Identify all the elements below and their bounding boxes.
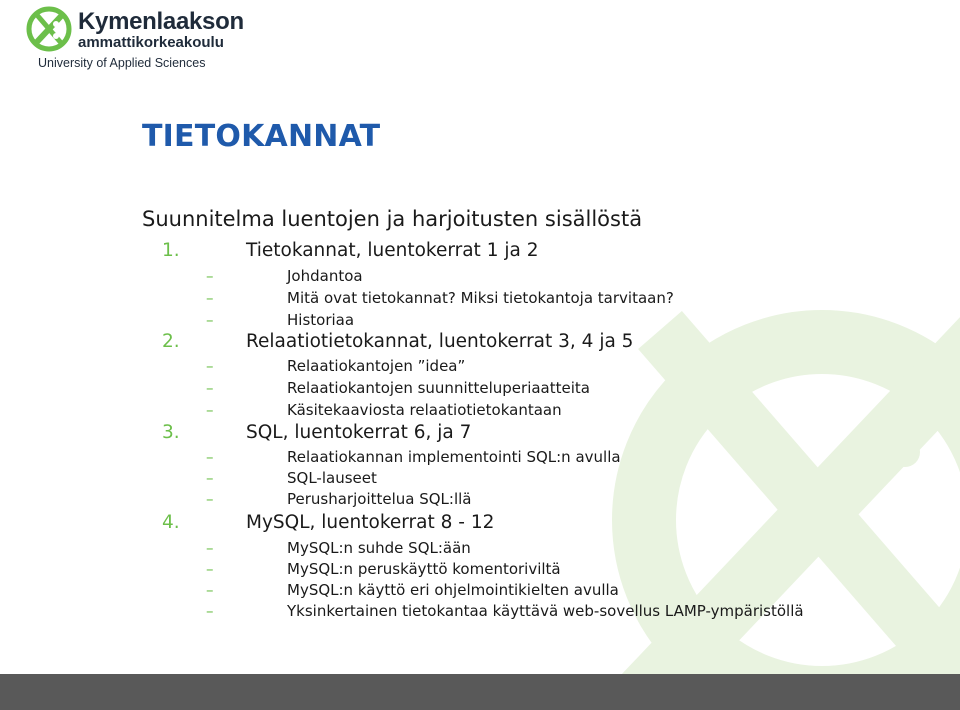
list-item-text: MySQL:n peruskäyttö komentoriviltä: [287, 560, 561, 578]
kyamk-logo-icon: [26, 6, 72, 52]
bullet-dash: –: [206, 289, 214, 307]
bullet-dash: –: [206, 490, 214, 508]
bullet-dash: –: [206, 267, 214, 285]
logo-name-line3: University of Applied Sciences: [38, 56, 206, 70]
list-item-text: Perusharjoittelua SQL:llä: [287, 490, 472, 508]
list-item-text: Käsitekaaviosta relaatiotietokantaan: [287, 401, 562, 419]
list-item-text: Relaatiokannan implementointi SQL:n avulla: [287, 448, 621, 466]
bullet-dash: –: [206, 311, 214, 329]
logo-name-line1: Kymenlaakson: [78, 8, 244, 35]
bullet-dash: –: [206, 539, 214, 557]
section-title: SQL, luentokerrat 6, ja 7: [246, 422, 472, 443]
list-item-text: Relaatiokantojen suunnitteluperiaatteita: [287, 379, 590, 397]
bullet-dash: –: [206, 357, 214, 375]
list-item-text: SQL-lauseet: [287, 469, 377, 487]
footer-bar: [0, 674, 960, 710]
list-item-text: Historiaa: [287, 311, 355, 329]
list-item-text: MySQL:n suhde SQL:ään: [287, 539, 471, 557]
bullet-dash: –: [206, 469, 214, 487]
bullet-dash: –: [206, 581, 214, 599]
bullet-dash: –: [206, 602, 214, 620]
section-number: 2.: [162, 331, 180, 352]
section-number: 1.: [162, 240, 180, 261]
section-title: Relaatiotietokannat, luentokerrat 3, 4 ja 5: [246, 331, 634, 352]
bullet-dash: –: [206, 560, 214, 578]
section-title: Tietokannat, luentokerrat 1 ja 2: [246, 240, 539, 261]
list-item-text: Relaatiokantojen ”idea”: [287, 357, 466, 375]
bullet-dash: –: [206, 379, 214, 397]
logo-name-line2: ammattikorkeakoulu: [78, 34, 224, 51]
section-title: MySQL, luentokerrat 8 - 12: [246, 512, 495, 533]
bullet-dash: –: [206, 448, 214, 466]
list-item-text: Johdantoa: [287, 267, 363, 285]
list-item-text: Yksinkertainen tietokantaa käyttävä web-sovellus LAMP-ympäristöllä: [287, 602, 804, 620]
slide-intro: Suunnitelma luentojen ja harjoitusten sisällöstä: [142, 207, 643, 231]
list-item-text: Mitä ovat tietokannat? Miksi tietokantoja tarvitaan?: [287, 289, 674, 307]
list-item-text: MySQL:n käyttö eri ohjelmointikielten avulla: [287, 581, 619, 599]
slide-title: TIETOKANNAT: [142, 119, 381, 154]
bullet-dash: –: [206, 401, 214, 419]
section-number: 3.: [162, 422, 180, 443]
section-number: 4.: [162, 512, 180, 533]
